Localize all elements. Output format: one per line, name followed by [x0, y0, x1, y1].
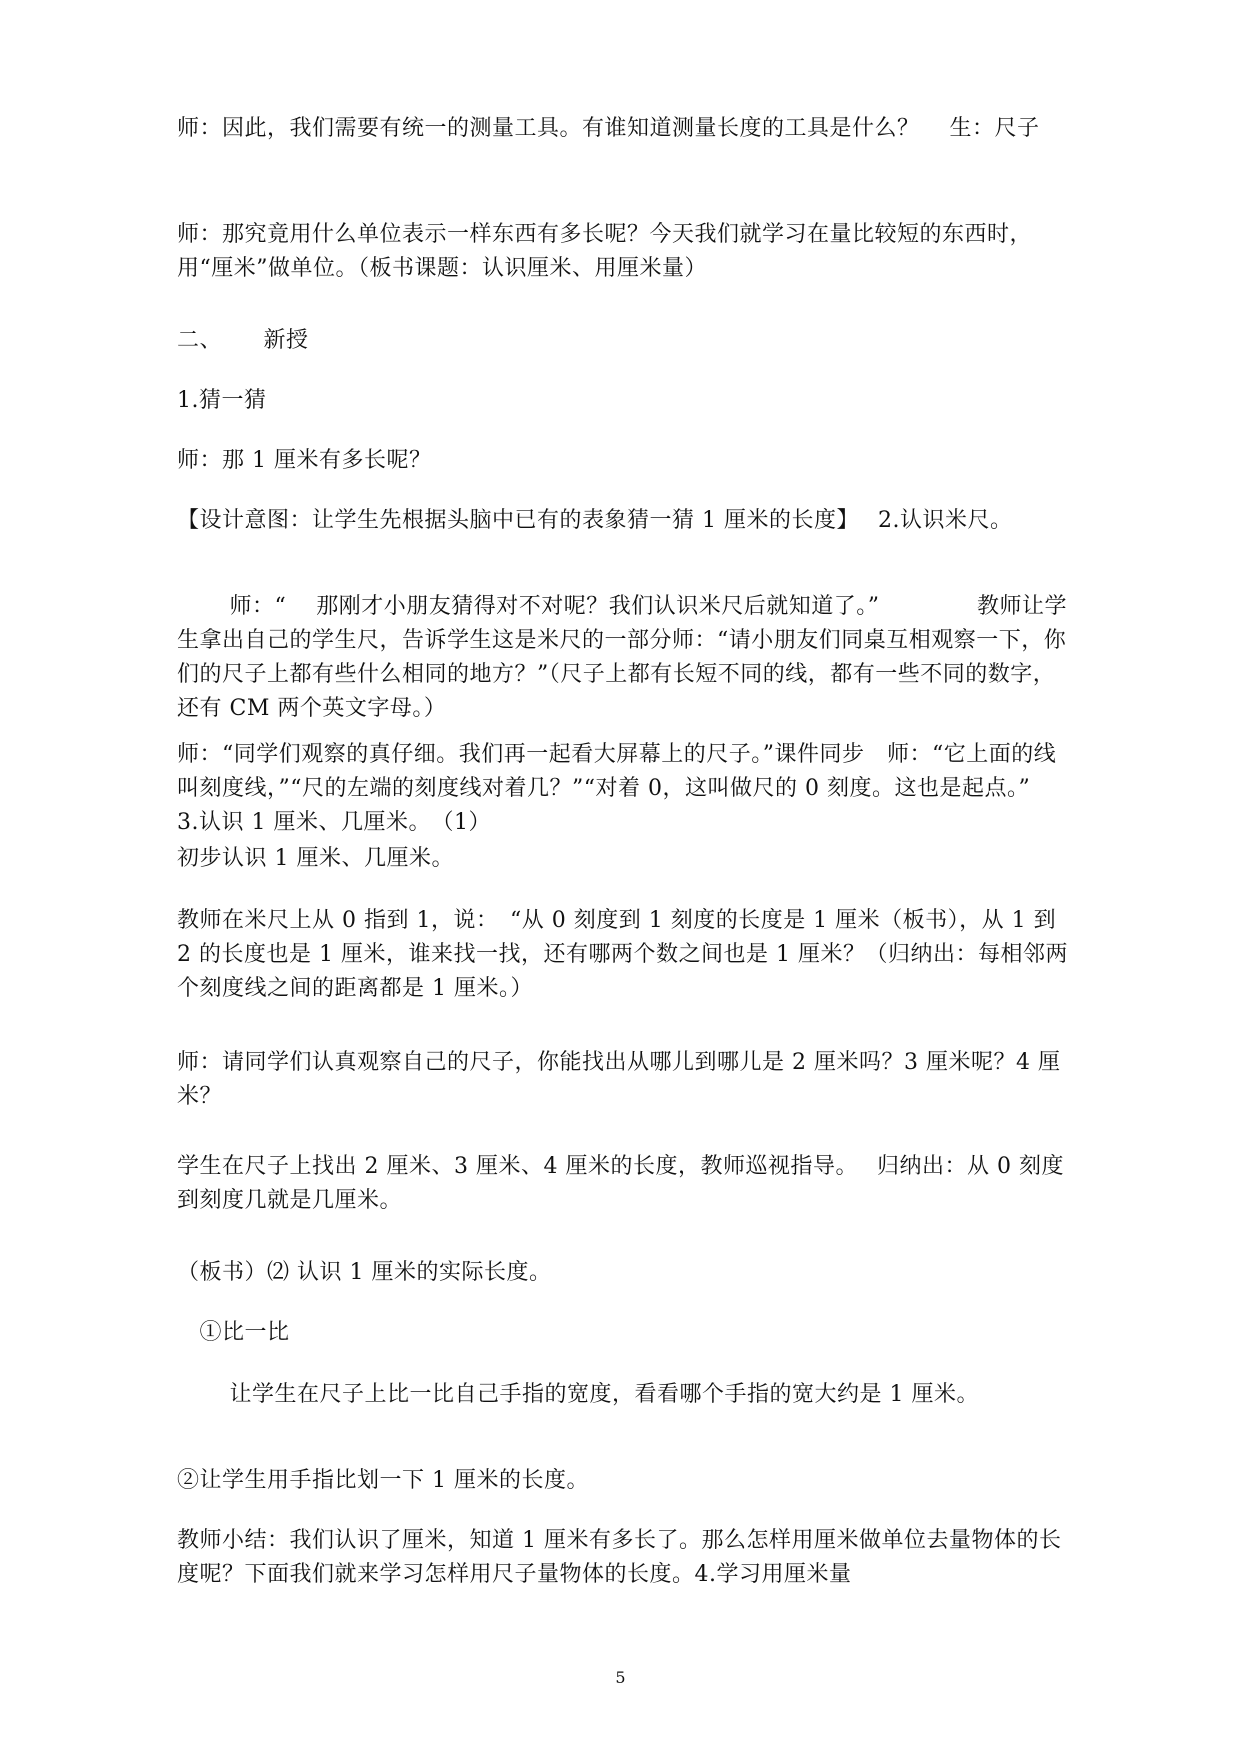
paragraph-find-lengths: 学生在尺子上找出 2 厘米、3 厘米、4 厘米的长度，教师巡视指导。 归纳出：从 0 刻度到刻度几就是几厘米。 [177, 1154, 1064, 1213]
paragraph-unit-question: 师：那究竟用什么单位表示一样东西有多长呢？今天我们就学习在量比较短的东西时，用“厘米”做单位。（板书课题：认识厘米、用厘米量） [177, 222, 1033, 281]
paragraph-finger-width: 让学生在尺子上比一比自己手指的宽度，看看哪个手指的宽大约是 1 厘米。 [177, 1382, 979, 1407]
step-finger-gesture: ②让学生用手指比划一下 1 厘米的长度。 [177, 1468, 589, 1493]
step-heading-guess: 1.猜一猜 [177, 388, 267, 413]
paragraph-scale-lines: 师：“同学们观察的真仔细。我们再一起看大屏幕上的尺子。”课件同步 师：“它上面的线叫刻度线，”“尺的左端的刻度线对着几？”“对着 0，这叫做尺的 0 刻度。这也是起点。” 3.认识 1 厘米、几厘米。 （1） [177, 742, 1061, 835]
paragraph-zero-to-one: 教师在米尺上从 0 指到 1，说： “从 0 刻度到 1 刻度的长度是 1 厘米（板书），从 1 到 2 的长度也是 1 厘米，谁来找一找，还有哪两个数之间也是 1 厘米？（归纳出：每相邻两个刻度线之间的距离都是 1 厘米。） [177, 908, 1068, 1001]
paragraph-one-cm-question: 师：那 1 厘米有多长呢？ [177, 448, 432, 473]
page-number: 5 [615, 1668, 626, 1687]
paragraph-measuring-tool: 师：因此，我们需要有统一的测量工具。有谁知道测量长度的工具是什么？ 生：尺子 [177, 116, 1040, 141]
section-heading-new-lesson: 二、 新授 [177, 328, 309, 353]
paragraph-design-intent: 【设计意图：让学生先根据头脑中已有的表象猜一猜 1 厘米的长度】 2.认识米尺。 [177, 508, 1013, 533]
paragraph-teacher-summary: 教师小结：我们认识了厘米，知道 1 厘米有多长了。那么怎样用厘米做单位去量物体的长度呢？下面我们就来学习怎样用尺子量物体的长度。4.学习用厘米量 [177, 1528, 1062, 1587]
paragraph-observe-ruler: 师：请同学们认真观察自己的尺子，你能找出从哪儿到哪儿是 2 厘米吗？3 厘米呢？4 厘米？ [177, 1050, 1061, 1109]
paragraph-actual-length: （板书）⑵ 认识 1 厘米的实际长度。 [177, 1260, 552, 1285]
paragraph-initial-recognition: 初步认识 1 厘米、几厘米。 [177, 846, 454, 871]
paragraph-ruler-introduction: 师：“ 那刚才小朋友猜得对不对呢？我们认识米尺后就知道了。” 教师让学生拿出自己的学生尺，告诉学生这是米尺的一部分师：“请小朋友们同桌互相观察一下，你们的尺子上都有些什么相同的地方？”（尺子上都有长短不同的线，都有一些不同的数字，还有 CM 两个英文字母。） [177, 594, 1067, 721]
step-compare: ①比一比 [177, 1320, 290, 1345]
